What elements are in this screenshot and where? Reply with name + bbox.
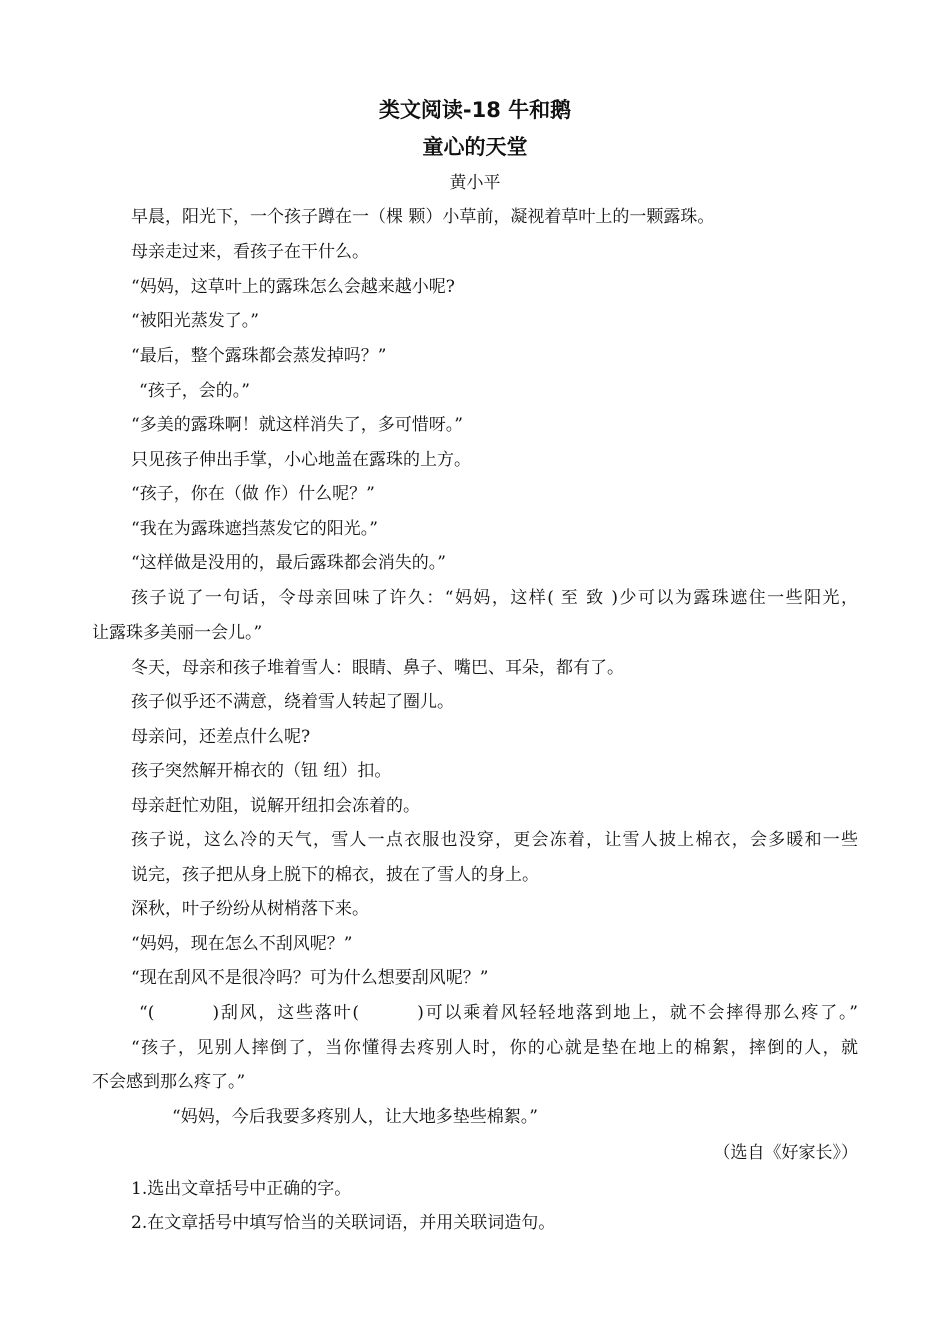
paragraph-line: 孩子说，这么冷的天气，雪人一点衣服也没穿，更会冻着，让雪人披上棉衣，会多暖和一些: [131, 830, 858, 850]
paragraph-line: “被阳光蒸发了。”: [131, 311, 259, 331]
paragraph-line: 孩子突然解开棉衣的（钮 纽）扣。: [131, 761, 392, 781]
paragraph-line: “妈妈，这草叶上的露珠怎么会越来越小呢?: [131, 277, 455, 297]
paragraph-line: 孩子说了一句话，令母亲回味了许久：“妈妈，这样( 至 致 )少可以为露珠遮住一些阳光，: [131, 588, 858, 608]
paragraph-line: 母亲问，还差点什么呢?: [131, 727, 311, 747]
question-item: 1.选出文章括号中正确的字。: [131, 1179, 352, 1199]
story-title: 童心的天堂: [422, 135, 528, 159]
paragraph-line: 母亲走过来，看孩子在干什么。: [131, 242, 369, 262]
paragraph-line: “妈妈，今后我要多疼别人，让大地多垫些棉絮。”: [172, 1107, 538, 1127]
paragraph-line: “我在为露珠遮挡蒸发它的阳光。”: [131, 519, 378, 539]
paragraph-line: 不会感到那么疼了。”: [92, 1072, 246, 1092]
paragraph-line: “现在刮风不是很冷吗？可为什么想要刮风呢？”: [131, 968, 489, 988]
author-name: 黄小平: [449, 173, 501, 193]
paragraph-line: 早晨，阳光下，一个孩子蹲在一（棵 颗）小草前，凝视着草叶上的一颗露珠。: [131, 207, 715, 227]
paragraph-line: “孩子，会的。”: [139, 381, 250, 401]
question-item: 2.在文章括号中填写恰当的关联词语，并用关联词造句。: [131, 1213, 556, 1233]
document-title: 类文阅读-18 牛和鹅: [378, 98, 572, 122]
paragraph-line: 孩子似乎还不满意，绕着雪人转起了圈儿。: [131, 692, 454, 712]
paragraph-line: “( )刮风，这些落叶( )可以乘着风轻轻地落到地上，就不会摔得那么疼了。”: [139, 1003, 858, 1023]
paragraph-line: “孩子，见别人摔倒了，当你懂得去疼别人时，你的心就是垫在地上的棉絮，摔倒的人，就: [131, 1038, 858, 1058]
paragraph-line: “孩子，你在（做 作）什么呢？”: [131, 484, 375, 504]
paragraph-line: “妈妈，现在怎么不刮风呢？”: [131, 934, 353, 954]
paragraph-line: 母亲赶忙劝阻，说解开纽扣会冻着的。: [131, 796, 420, 816]
paragraph-line: 让露珠多美丽一会儿。”: [92, 623, 263, 643]
paragraph-line: 深秋，叶子纷纷从树梢落下来。: [131, 899, 369, 919]
source-note: （选自《好家长》）: [713, 1143, 858, 1163]
paragraph-line: 只见孩子伸出手掌，小心地盖在露珠的上方。: [131, 450, 471, 470]
paragraph-line: 说完，孩子把从身上脱下的棉衣，披在了雪人的身上。: [131, 865, 539, 885]
paragraph-line: “最后，整个露珠都会蒸发掉吗？”: [131, 346, 387, 366]
paragraph-line: “这样做是没用的，最后露珠都会消失的。”: [131, 553, 446, 573]
paragraph-line: 冬天，母亲和孩子堆着雪人：眼睛、鼻子、嘴巴、耳朵，都有了。: [131, 658, 624, 678]
paragraph-line: “多美的露珠啊！就这样消失了，多可惜呀。”: [131, 415, 463, 435]
